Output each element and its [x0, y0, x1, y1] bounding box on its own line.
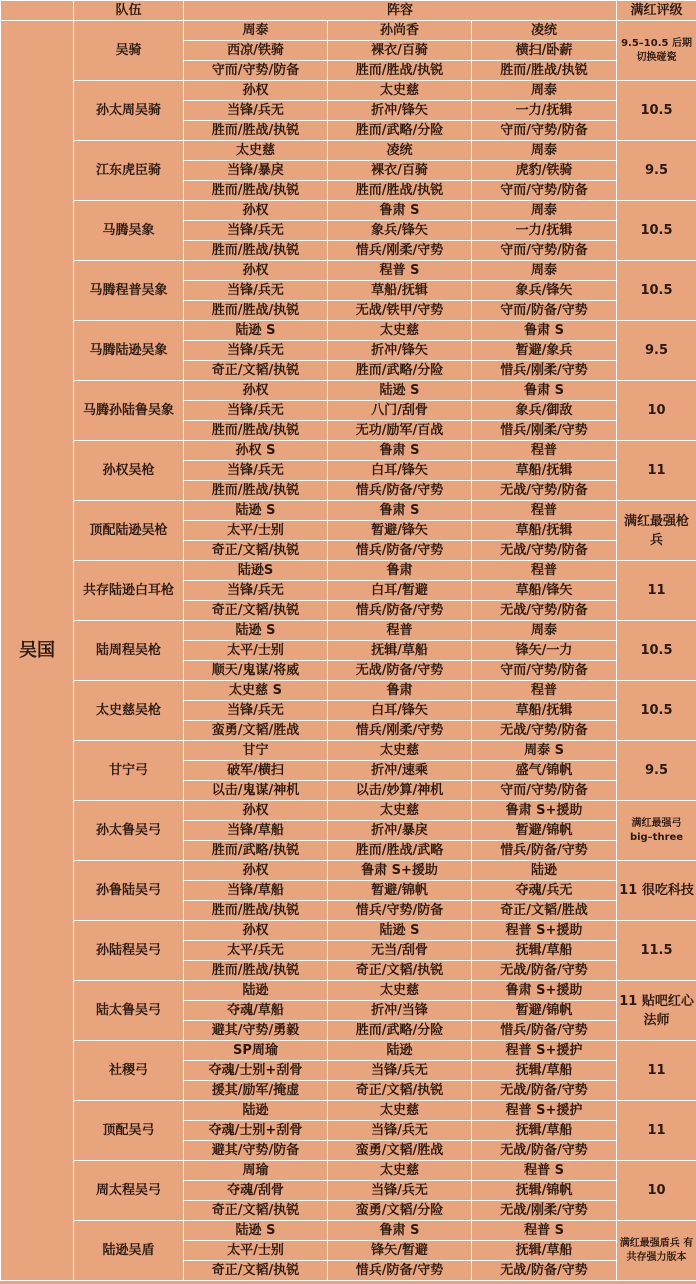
- team-name: 孙权吴枪: [74, 441, 184, 501]
- tactics-cell: 一力/抚辑: [472, 221, 617, 241]
- table-row: [1, 1221, 696, 1241]
- team-name: 吴骑: [74, 21, 184, 81]
- table-row: [1, 561, 696, 581]
- tactics-cell: 抚辑/草船: [472, 941, 617, 961]
- tactics-cell: 无当/刮骨: [328, 941, 472, 961]
- hero-cell: 太史慈: [328, 741, 472, 761]
- tactics-cell: 折冲/当锋: [328, 1001, 472, 1021]
- bonus-cell: 奇正/文韬/执锐: [184, 1201, 328, 1221]
- bonus-cell: 惜兵/防备/守势: [328, 541, 472, 561]
- bonus-cell: 无战/守势/防备: [472, 541, 617, 561]
- hero-cell: 陆逊: [472, 861, 617, 881]
- tactics-cell: 裸衣/百骑: [328, 41, 472, 61]
- bonus-cell: 无战/守势/防备: [472, 481, 617, 501]
- team-name: 江东虎臣骑: [74, 141, 184, 201]
- bonus-cell: 奇正/文韬/执锐: [184, 361, 328, 381]
- team-name: 孙鲁陆吴弓: [74, 861, 184, 921]
- bonus-cell: 无战/防备/守势: [472, 1261, 617, 1281]
- table-row: [1, 921, 696, 941]
- tactics-cell: 草船/抚辑: [328, 281, 472, 301]
- tactics-cell: 草船/抚辑: [472, 521, 617, 541]
- bonus-cell: 惜兵/防备/守势: [328, 601, 472, 621]
- tactics-cell: 草船/抚辑: [472, 461, 617, 481]
- hero-cell: 程普: [472, 441, 617, 461]
- hero-cell: 陆逊 S: [184, 321, 328, 341]
- team-name: 马腾程普吴象: [74, 261, 184, 321]
- tactics-cell: 当锋/草船: [184, 881, 328, 901]
- rating-cell: 11 贴吧红心法师: [617, 981, 696, 1041]
- hero-cell: 周泰 S: [472, 741, 617, 761]
- bonus-cell: 胜而/武略/分险: [328, 361, 472, 381]
- header-rating: 满红评级: [617, 1, 696, 21]
- hero-cell: 程普 S+援护: [472, 1101, 617, 1121]
- rating-cell: 11: [617, 561, 696, 621]
- bonus-cell: 胜而/胜战/执锐: [184, 481, 328, 501]
- tactics-cell: 当锋/兵无: [184, 281, 328, 301]
- tactics-cell: 夺魂/草船: [184, 1001, 328, 1021]
- hero-cell: 凌统: [328, 141, 472, 161]
- tactics-cell: 太平/士别: [184, 1241, 328, 1261]
- hero-cell: 程普: [328, 621, 472, 641]
- rating-cell: 10: [617, 1161, 696, 1221]
- rating-cell: 10.5: [617, 81, 696, 141]
- hero-cell: 孙权: [184, 201, 328, 221]
- rating-cell: 9.5: [617, 141, 696, 201]
- bonus-cell: 奇正/文韬/执锐: [184, 1261, 328, 1281]
- bonus-cell: 无功/励军/百战: [328, 421, 472, 441]
- bonus-cell: 奇正/文韬/执锐: [184, 601, 328, 621]
- rating-cell: 11: [617, 1101, 696, 1161]
- hero-cell: 孙权: [184, 81, 328, 101]
- table-row: [1, 201, 696, 221]
- team-name: 陆周程吴枪: [74, 621, 184, 681]
- hero-cell: 太史慈 S: [184, 681, 328, 701]
- header-row: [1, 1, 696, 21]
- tactics-cell: 折冲/锋矢: [328, 341, 472, 361]
- bonus-cell: 蛮勇/文韬/分险: [328, 1201, 472, 1221]
- tactics-cell: 折冲/速乘: [328, 761, 472, 781]
- tactics-cell: 锋矢/一力: [472, 641, 617, 661]
- hero-cell: 太史慈: [328, 81, 472, 101]
- bonus-cell: 胜而/武略/分险: [328, 1021, 472, 1041]
- table-row: [1, 21, 696, 41]
- team-name: 马腾吴象: [74, 201, 184, 261]
- hero-cell: 太史慈: [328, 1101, 472, 1121]
- hero-cell: 周泰: [472, 81, 617, 101]
- hero-cell: 周泰: [184, 21, 328, 41]
- hero-cell: 陆逊 S: [184, 1221, 328, 1241]
- hero-cell: 鲁肃: [328, 681, 472, 701]
- hero-cell: 甘宁: [184, 741, 328, 761]
- tactics-cell: 一力/抚辑: [472, 101, 617, 121]
- hero-cell: 孙权: [184, 861, 328, 881]
- hero-cell: 鲁肃 S: [328, 1221, 472, 1241]
- header-lineup: 阵容: [184, 1, 617, 21]
- tactics-cell: 抚辑/草船: [328, 641, 472, 661]
- hero-cell: 太史慈: [328, 321, 472, 341]
- tactics-cell: 虎豹/铁骑: [472, 161, 617, 181]
- bonus-cell: 以击/鬼谋/神机: [184, 781, 328, 801]
- hero-cell: 鲁肃 S: [328, 501, 472, 521]
- tactics-cell: 太平/兵无: [184, 941, 328, 961]
- hero-cell: 鲁肃 S: [472, 381, 617, 401]
- tactics-cell: 当锋/兵无: [184, 581, 328, 601]
- tactics-cell: 折冲/锋矢: [328, 101, 472, 121]
- hero-cell: 陆逊: [328, 1041, 472, 1061]
- tactics-cell: 当锋/兵无: [184, 401, 328, 421]
- rating-cell: 9.5–10.5 后期切换碰瓷: [617, 21, 696, 81]
- hero-cell: 程普 S: [472, 1161, 617, 1181]
- team-name: 共存陆逊白耳枪: [74, 561, 184, 621]
- bonus-cell: 无战/刚柔/守势: [472, 1201, 617, 1221]
- hero-cell: 程普 S: [328, 261, 472, 281]
- bonus-cell: 顺天/鬼谋/将威: [184, 661, 328, 681]
- tactics-cell: 抚辑/草船: [472, 1241, 617, 1261]
- hero-cell: 陆逊 S: [184, 501, 328, 521]
- bonus-cell: 胜而/胜战/执锐: [184, 241, 328, 261]
- bonus-cell: 蛮勇/文韬/胜战: [328, 1141, 472, 1161]
- rating-cell: 9.5: [617, 321, 696, 381]
- bonus-cell: 惜兵/刚柔/守势: [328, 721, 472, 741]
- table-row: [1, 261, 696, 281]
- rating-cell: 10.5: [617, 621, 696, 681]
- bonus-cell: 胜而/胜战/执锐: [184, 301, 328, 321]
- tactics-cell: 暂避/锦帆: [472, 1001, 617, 1021]
- tactics-cell: 当锋/兵无: [328, 1121, 472, 1141]
- tactics-cell: 当锋/兵无: [184, 701, 328, 721]
- bonus-cell: 援其/励军/掩虚: [184, 1081, 328, 1101]
- team-name: 周太程吴弓: [74, 1161, 184, 1221]
- hero-cell: 周瑜: [184, 1161, 328, 1181]
- table-row: [1, 141, 696, 161]
- tactics-cell: 白耳/锋矢: [328, 701, 472, 721]
- tactics-cell: 当锋/兵无: [184, 341, 328, 361]
- hero-cell: 太史慈: [328, 1161, 472, 1181]
- bonus-cell: 守而/守势/防备: [472, 661, 617, 681]
- region-label: 吴国: [1, 21, 74, 1281]
- tactics-cell: 当锋/草船: [184, 821, 328, 841]
- hero-cell: 程普 S: [472, 1221, 617, 1241]
- bonus-cell: 奇正/文韬/胜战: [472, 901, 617, 921]
- tactics-cell: 夺魂/士别+刮骨: [184, 1061, 328, 1081]
- hero-cell: SP周瑜: [184, 1041, 328, 1061]
- bonus-cell: 无战/防备/守势: [472, 961, 617, 981]
- tactics-cell: 抚辑/草船: [472, 1121, 617, 1141]
- bonus-cell: 奇正/文韬/执锐: [184, 541, 328, 561]
- bonus-cell: 胜而/胜战/执锐: [184, 181, 328, 201]
- hero-cell: 鲁肃 S: [328, 441, 472, 461]
- bonus-cell: 胜而/武略/分险: [328, 121, 472, 141]
- tactics-cell: 抚辑/锦帆: [472, 1181, 617, 1201]
- rating-cell: 10: [617, 381, 696, 441]
- bonus-cell: 惜兵/刚柔/守势: [472, 361, 617, 381]
- tactics-cell: 当锋/兵无: [184, 101, 328, 121]
- bonus-cell: 避其/守势/勇毅: [184, 1021, 328, 1041]
- table-row: [1, 501, 696, 521]
- tactics-cell: 象兵/锋矢: [328, 221, 472, 241]
- tactics-cell: 盛气/锦帆: [472, 761, 617, 781]
- tactics-cell: 夺魂/士别+刮骨: [184, 1121, 328, 1141]
- table-row: [1, 981, 696, 1001]
- bonus-cell: 奇正/文韬/执锐: [328, 961, 472, 981]
- hero-cell: 孙权: [184, 921, 328, 941]
- hero-cell: 陆逊 S: [328, 381, 472, 401]
- tactics-cell: 当锋/兵无: [328, 1061, 472, 1081]
- tactics-cell: 当锋/兵无: [184, 461, 328, 481]
- hero-cell: 周泰: [472, 621, 617, 641]
- table-row: [1, 321, 696, 341]
- hero-cell: 鲁肃 S: [328, 201, 472, 221]
- tactics-cell: 草船/抚辑: [472, 701, 617, 721]
- bonus-cell: 避其/守势/防备: [184, 1141, 328, 1161]
- table-row: [1, 441, 696, 461]
- team-name: 马腾孙陆鲁吴象: [74, 381, 184, 441]
- tactics-cell: 锋矢/暂避: [328, 1241, 472, 1261]
- tactics-cell: 草船/锋矢: [472, 581, 617, 601]
- bonus-cell: 胜而/胜战/执锐: [328, 61, 472, 81]
- rating-cell: 11 很吃科技: [617, 861, 696, 921]
- tactics-cell: 夺魂/兵无: [472, 881, 617, 901]
- hero-cell: 孙权: [184, 261, 328, 281]
- rating-cell: 满红最强枪兵: [617, 501, 696, 561]
- bonus-cell: 胜而/胜战/执锐: [472, 61, 617, 81]
- tactics-cell: 暂避/象兵: [472, 341, 617, 361]
- hero-cell: 周泰: [472, 261, 617, 281]
- table-row: [1, 81, 696, 101]
- tactics-cell: 暂避/锦帆: [328, 881, 472, 901]
- hero-cell: 太史慈: [328, 981, 472, 1001]
- team-name: 马腾陆逊吴象: [74, 321, 184, 381]
- table-row: [1, 381, 696, 401]
- hero-cell: 程普: [472, 501, 617, 521]
- hero-cell: 凌统: [472, 21, 617, 41]
- bonus-cell: 胜而/胜战/武略: [328, 841, 472, 861]
- hero-cell: 周泰: [472, 201, 617, 221]
- rating-cell: 满红最强弓 big–three: [617, 801, 696, 861]
- bonus-cell: 守而/守势/防备: [472, 781, 617, 801]
- tactics-cell: 白耳/暂避: [328, 581, 472, 601]
- bonus-cell: 奇正/文韬/执锐: [328, 1081, 472, 1101]
- tactics-cell: 太平/士别: [184, 521, 328, 541]
- rating-cell: 11.5: [617, 921, 696, 981]
- hero-cell: 陆逊 S: [184, 621, 328, 641]
- team-name: 顶配吴弓: [74, 1101, 184, 1161]
- table-row: [1, 1041, 696, 1061]
- bonus-cell: 惜兵/防备/守势: [328, 1261, 472, 1281]
- table-row: [1, 681, 696, 701]
- tactics-cell: 象兵/御敌: [472, 401, 617, 421]
- bonus-cell: 蛮勇/文韬/胜战: [184, 721, 328, 741]
- hero-cell: 程普: [472, 681, 617, 701]
- tactics-cell: 八门/刮骨: [328, 401, 472, 421]
- rating-cell: 10.5: [617, 201, 696, 261]
- tactics-cell: 暂避/锋矢: [328, 521, 472, 541]
- hero-cell: 程普: [472, 561, 617, 581]
- bonus-cell: 胜而/胜战/执锐: [328, 181, 472, 201]
- table-row: [1, 741, 696, 761]
- header-team: 队伍: [74, 1, 184, 21]
- tactics-cell: 当锋/兵无: [184, 221, 328, 241]
- hero-cell: 程普 S+援助: [472, 921, 617, 941]
- team-name: 陆太鲁吴弓: [74, 981, 184, 1041]
- team-name: 孙陆程吴弓: [74, 921, 184, 981]
- rating-cell: 满红最强盾兵 有共存强力版本: [617, 1221, 696, 1281]
- bonus-cell: 惜兵/刚柔/守势: [472, 421, 617, 441]
- bonus-cell: 守而/守势/防备: [472, 121, 617, 141]
- hero-cell: 周泰: [472, 141, 617, 161]
- tactics-cell: 折冲/暴戾: [328, 821, 472, 841]
- team-name: 陆逊吴盾: [74, 1221, 184, 1281]
- bonus-cell: 惜兵/防备/守势: [472, 1021, 617, 1041]
- header-blank: [1, 1, 74, 21]
- hero-cell: 鲁肃 S+援助: [328, 861, 472, 881]
- bonus-cell: 无战/防备/守势: [472, 1081, 617, 1101]
- tactics-cell: 夺魂/刮骨: [184, 1181, 328, 1201]
- rating-cell: 9.5: [617, 741, 696, 801]
- tactics-cell: 白耳/锋矢: [328, 461, 472, 481]
- hero-cell: 孙尚香: [328, 21, 472, 41]
- hero-cell: 陆逊: [184, 981, 328, 1001]
- bonus-cell: 无战/铁甲/守势: [328, 301, 472, 321]
- bonus-cell: 胜而/武略/执锐: [184, 841, 328, 861]
- table-row: [1, 1161, 696, 1181]
- hero-cell: 陆逊S: [184, 561, 328, 581]
- team-name: 孙太鲁吴弓: [74, 801, 184, 861]
- bonus-cell: 无战/守势/防备: [472, 721, 617, 741]
- hero-cell: 太史慈: [184, 141, 328, 161]
- bonus-cell: 惜兵/防备/守势: [328, 481, 472, 501]
- bonus-cell: 无战/守势/防备: [472, 601, 617, 621]
- tactics-cell: 横扫/卧薪: [472, 41, 617, 61]
- table-row: [1, 861, 696, 881]
- tactics-cell: 当锋/暴戾: [184, 161, 328, 181]
- rating-cell: 10.5: [617, 681, 696, 741]
- bonus-cell: 胜而/胜战/执锐: [184, 121, 328, 141]
- tactics-cell: 裸衣/百骑: [328, 161, 472, 181]
- tactics-cell: 西凉/铁骑: [184, 41, 328, 61]
- rating-cell: 11: [617, 1041, 696, 1101]
- hero-cell: 陆逊 S: [328, 921, 472, 941]
- bonus-cell: 惜兵/防备/守势: [472, 841, 617, 861]
- bonus-cell: 守而/守势/防备: [472, 241, 617, 261]
- team-name: 甘宁弓: [74, 741, 184, 801]
- bonus-cell: 惜兵/守势/防备: [328, 901, 472, 921]
- bonus-cell: 以击/妙算/神机: [328, 781, 472, 801]
- bonus-cell: 守而/守势/防备: [184, 61, 328, 81]
- team-name: 太史慈吴枪: [74, 681, 184, 741]
- bonus-cell: 胜而/胜战/执锐: [184, 901, 328, 921]
- hero-cell: 鲁肃 S: [472, 321, 617, 341]
- rating-cell: 10.5: [617, 261, 696, 321]
- hero-cell: 鲁肃: [328, 561, 472, 581]
- hero-cell: 孙权: [184, 381, 328, 401]
- table-row: [1, 621, 696, 641]
- tactics-cell: 太平/士别: [184, 641, 328, 661]
- team-name: 社稷弓: [74, 1041, 184, 1101]
- bonus-cell: 无战/防备/守势: [328, 661, 472, 681]
- bonus-cell: 胜而/胜战/执锐: [184, 421, 328, 441]
- bonus-cell: 守而/守势/防备: [472, 181, 617, 201]
- bonus-cell: 胜而/胜战/执锐: [184, 961, 328, 981]
- hero-cell: 孙权 S: [184, 441, 328, 461]
- bonus-cell: 无战/防备/守势: [472, 1141, 617, 1161]
- team-name: 孙太周吴骑: [74, 81, 184, 141]
- hero-cell: 鲁肃 S+援助: [472, 801, 617, 821]
- tactics-cell: 抚辑/草船: [472, 1061, 617, 1081]
- hero-cell: 孙权: [184, 801, 328, 821]
- team-name: 顶配陆逊吴枪: [74, 501, 184, 561]
- tactics-cell: 象兵/锋矢: [472, 281, 617, 301]
- tactics-cell: 当锋/兵无: [328, 1181, 472, 1201]
- tactics-cell: 破军/横扫: [184, 761, 328, 781]
- hero-cell: 鲁肃 S+援助: [472, 981, 617, 1001]
- table-body: [1, 21, 696, 1281]
- tactics-cell: 暂避/锦帆: [472, 821, 617, 841]
- bonus-cell: 惜兵/刚柔/守势: [328, 241, 472, 261]
- hero-cell: 太史慈: [328, 801, 472, 821]
- bonus-cell: 守而/防备/守势: [472, 301, 617, 321]
- table-row: [1, 801, 696, 821]
- rating-cell: 11: [617, 441, 696, 501]
- table-row: [1, 1101, 696, 1121]
- hero-cell: 陆逊: [184, 1101, 328, 1121]
- hero-cell: 程普 S+援护: [472, 1041, 617, 1061]
